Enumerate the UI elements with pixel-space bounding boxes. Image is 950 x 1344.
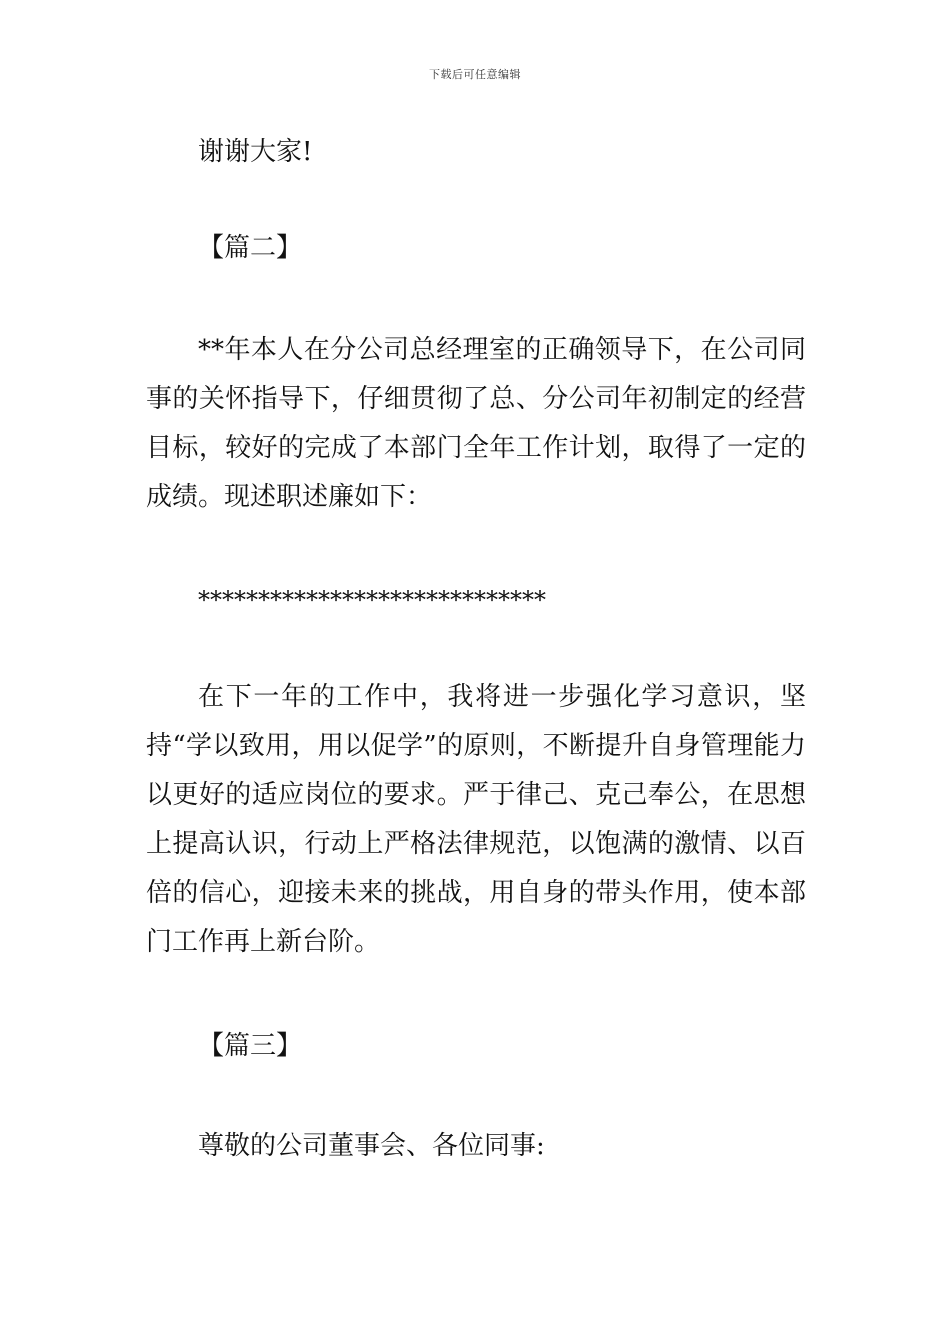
page-header: 下载后可任意编辑 [429,68,521,81]
section-heading-3: 【篇三】 [198,1031,303,1061]
closing-thanks: 谢谢大家! [198,137,313,167]
section3-greeting: 尊敬的公司董事会、各位同事: [198,1131,545,1161]
section-heading-2: 【篇二】 [198,233,303,263]
omitted-content-marker: ***************************** [198,586,546,614]
section2-paragraph-plan: 在下一年的工作中，我将进一步强化学习意识，坚持“学以致用，用以促学”的原则，不断提升自身管理能力以更好的适应岗位的要求。严于律己、克己奉公，在思想上提高认识，行动上严格法律规范，以饱满的激情、以百倍的信心，迎接未来的挑战，用自身的带头作用，使本部门工作再上新台阶。 [146,682,806,957]
section2-paragraph-intro: **年本人在分公司总经理室的正确领导下，在公司同事的关怀指导下，仔细贯彻了总、分公司年初制定的经营目标，较好的完成了本部门全年工作计划，取得了一定的成绩。现述职述廉如下： [146,335,806,512]
